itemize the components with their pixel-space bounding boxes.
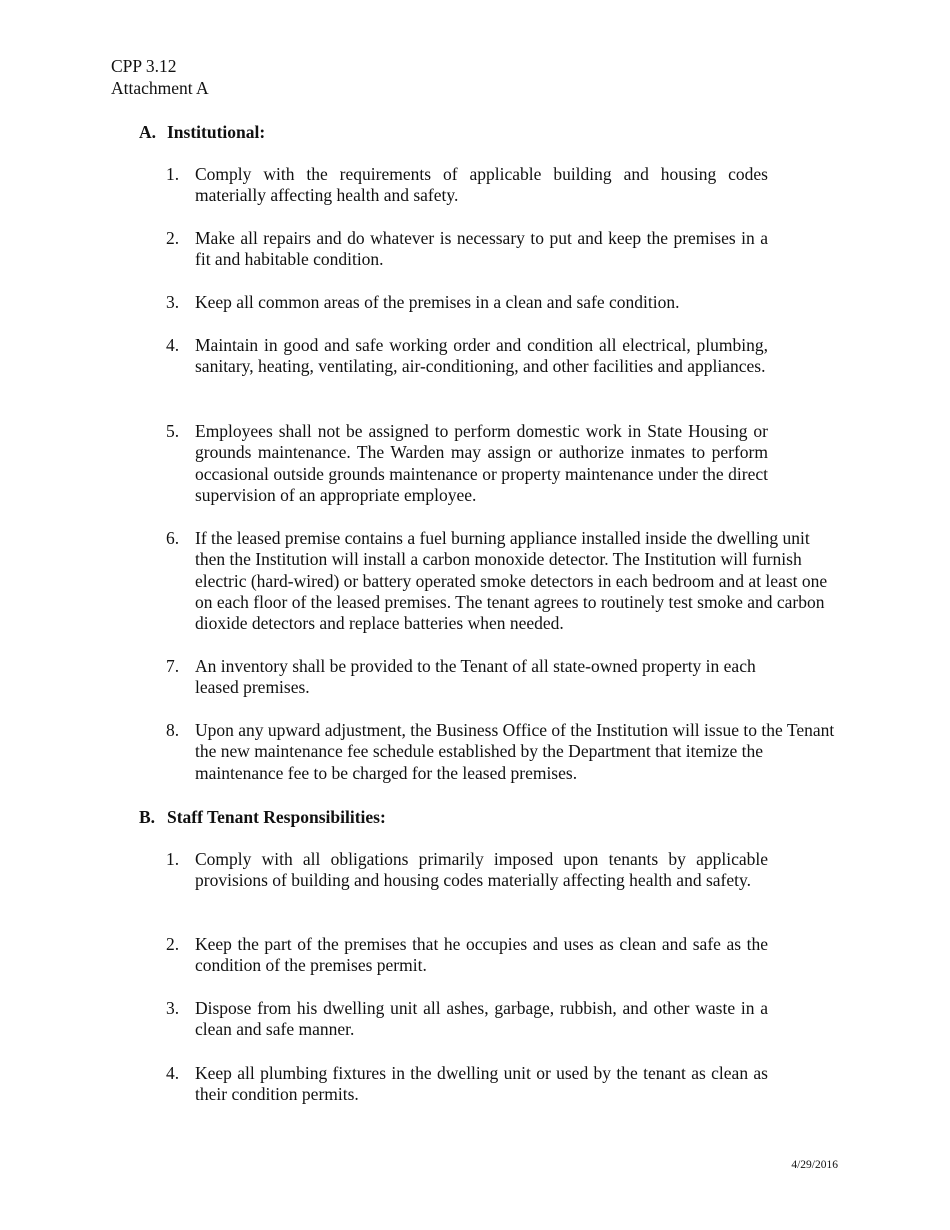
item-text: Comply with the requirements of applicable building and housing codes materially affecting health and safety. bbox=[195, 164, 768, 206]
item-number: 1. bbox=[166, 164, 180, 184]
list-item bbox=[166, 421, 768, 506]
list-item bbox=[166, 228, 768, 271]
item-number: 5. bbox=[166, 421, 180, 441]
item-number: 8. bbox=[166, 720, 180, 740]
item-number: 2. bbox=[166, 228, 180, 248]
item-number: 1. bbox=[166, 849, 180, 869]
item-number: 3. bbox=[166, 998, 180, 1018]
list-item bbox=[166, 164, 768, 207]
list-item bbox=[166, 934, 768, 977]
list-item bbox=[166, 528, 840, 634]
item-text: Keep all common areas of the premises in a clean and safe condition. bbox=[195, 292, 680, 312]
list-item bbox=[166, 1063, 768, 1106]
section-a-title: Institutional: bbox=[167, 122, 266, 142]
item-text: Upon any upward adjustment, the Business Office of the Institution will issue to the Tenant the new maintenance fee schedule established by the Department that itemize the maintenance fee to be charged for the leased premises. bbox=[195, 720, 835, 783]
item-text: Maintain in good and safe working order and condition all electrical, plumbing, sanitary, heating, ventilating, air-conditioning, and other facilities and appliances. bbox=[195, 335, 768, 377]
list-item bbox=[166, 292, 768, 313]
policy-number: CPP 3.12 bbox=[111, 56, 177, 76]
list-item bbox=[166, 849, 768, 892]
footer-date: 4/29/2016 bbox=[791, 1159, 838, 1171]
item-number: 4. bbox=[166, 1063, 180, 1083]
item-number: 7. bbox=[166, 656, 180, 676]
item-text: Comply with all obligations primarily imposed upon tenants by applicable provisions of building and housing codes materially affecting health and safety. bbox=[195, 849, 768, 891]
item-text: Make all repairs and do whatever is necessary to put and keep the premises in a fit and habitable condition. bbox=[195, 228, 768, 270]
section-a-heading bbox=[139, 122, 265, 143]
section-b-letter: B. bbox=[139, 807, 156, 827]
list-item bbox=[166, 335, 768, 378]
section-b-title: Staff Tenant Responsibilities: bbox=[167, 807, 386, 827]
section-b-heading bbox=[139, 807, 386, 828]
list-item bbox=[166, 720, 840, 784]
item-text: Employees shall not be assigned to perform domestic work in State Housing or grounds maintenance. The Warden may assign or authorize inmates to perform occasional outside grounds maintenance or property maintenance under the direct supervision of an appropriate employee. bbox=[195, 421, 768, 505]
item-text: Keep the part of the premises that he occupies and uses as clean and safe as the condition of the premises permit. bbox=[195, 934, 768, 976]
item-text: An inventory shall be provided to the Tenant of all state-owned property in each leased premises. bbox=[195, 656, 756, 698]
attachment-label: Attachment A bbox=[111, 77, 209, 98]
section-a-letter: A. bbox=[139, 122, 157, 142]
list-item bbox=[166, 656, 795, 699]
item-text: Dispose from his dwelling unit all ashes, garbage, rubbish, and other waste in a clean and safe manner. bbox=[195, 998, 768, 1040]
item-text: Keep all plumbing fixtures in the dwelling unit or used by the tenant as clean as their condition permits. bbox=[195, 1063, 768, 1105]
list-item bbox=[166, 998, 768, 1041]
item-text: If the leased premise contains a fuel burning appliance installed inside the dwelling unit then the Institution will install a carbon monoxide detector. The Institution will furnish electric (hard-wired) or battery operated smoke detectors in each bedroom and at least one on each floor of the leased premises. The tenant agrees to routinely test smoke and carbon dioxide detectors and replace batteries when needed. bbox=[195, 528, 828, 634]
item-number: 2. bbox=[166, 934, 180, 954]
document-header bbox=[111, 56, 209, 99]
item-number: 6. bbox=[166, 528, 180, 548]
item-number: 3. bbox=[166, 292, 180, 312]
item-number: 4. bbox=[166, 335, 180, 355]
